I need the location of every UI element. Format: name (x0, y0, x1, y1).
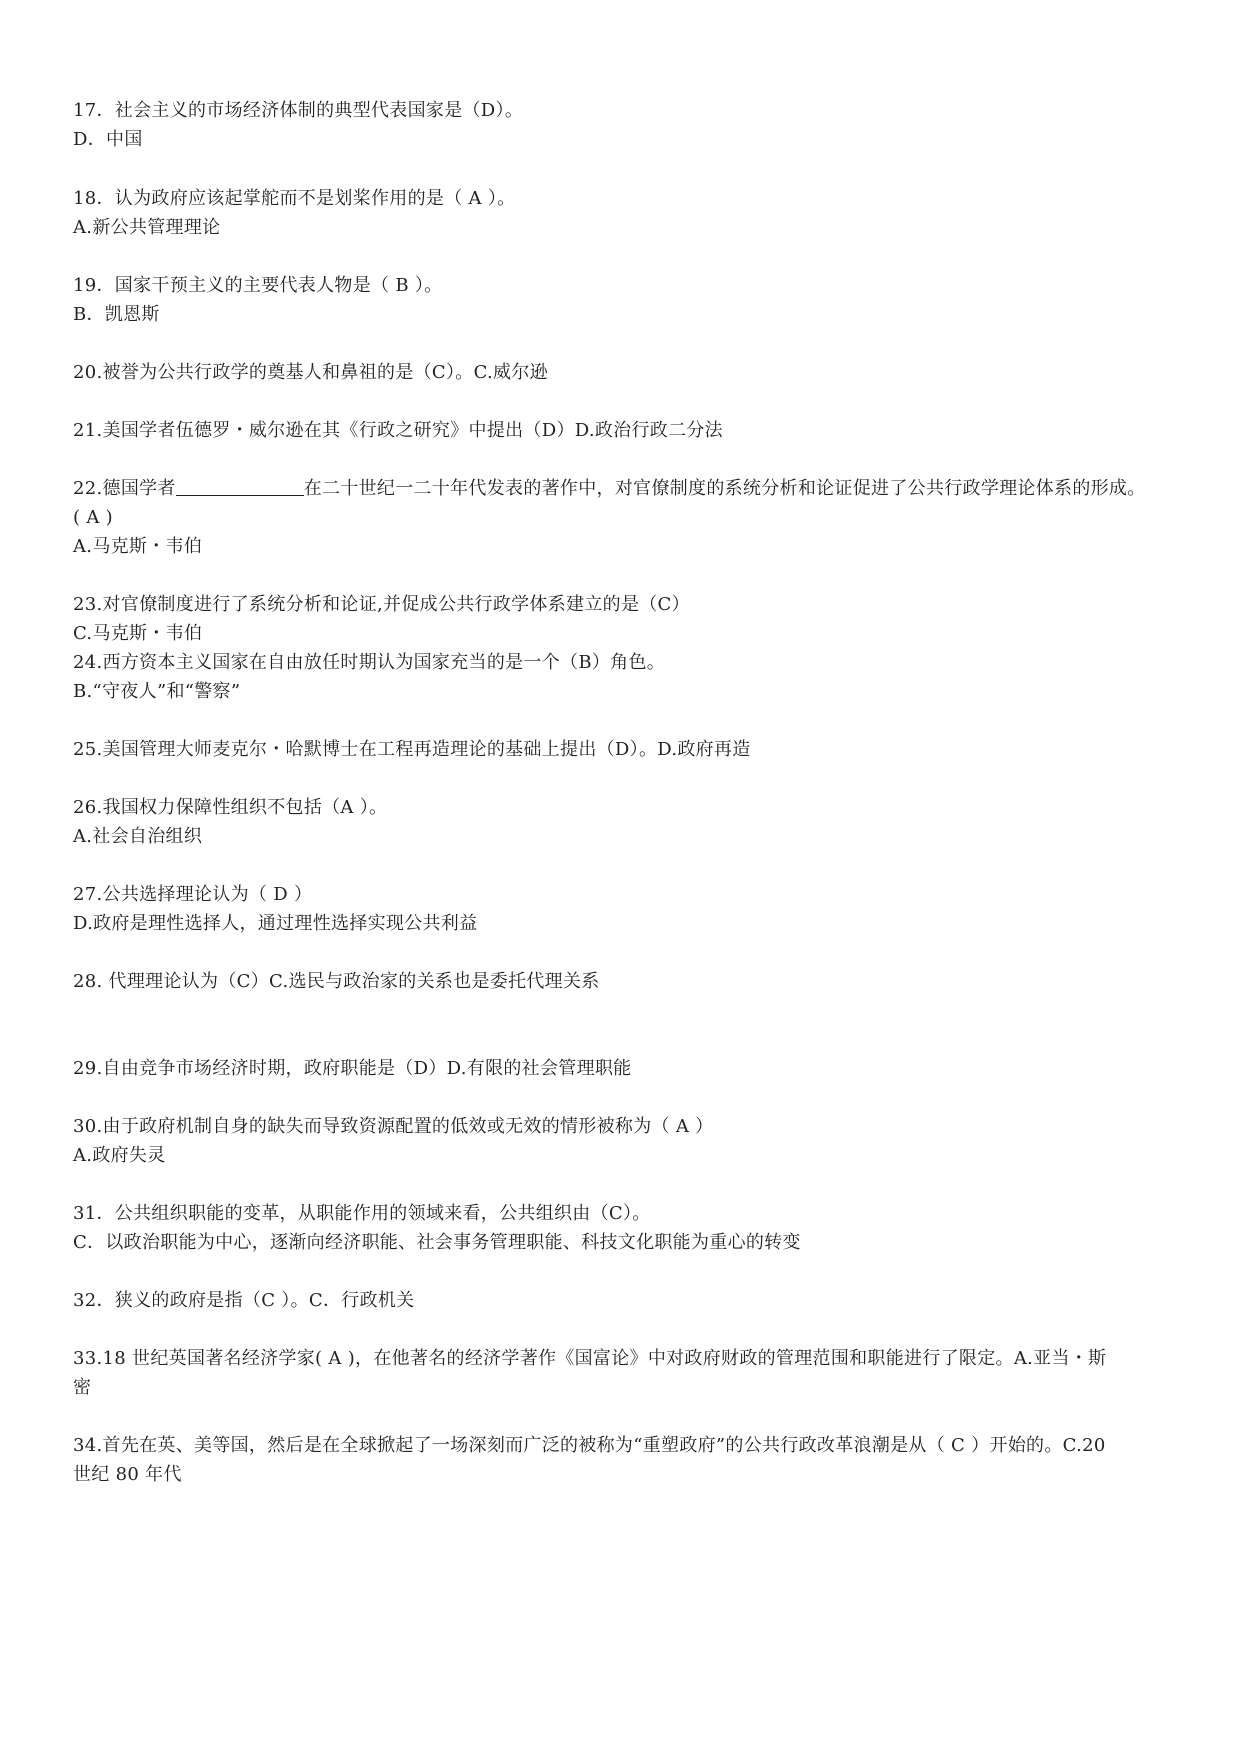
question-29: 29.自由竞争市场经济时期，政府职能是（D）D.有限的社会管理职能 (73, 1058, 632, 1079)
answer-22: A.马克斯・韦伯 (73, 536, 203, 557)
question-25: 25.美国管理大师麦克尔・哈默博士在工程再造理论的基础上提出（D）。D.政府再造 (73, 739, 751, 760)
answer-30: A.政府失灵 (73, 1145, 166, 1166)
question-33-continued: 密 (73, 1377, 92, 1398)
question-27: 27.公共选择理论认为（ D ） (73, 884, 313, 905)
question-33: 33.18 世纪英国著名经济学家( A )，在他著名的经济学著作《国富论》中对政府财政的管理范围和职能进行了限定。A.亚当・斯 (73, 1348, 1107, 1369)
question-34: 34.首先在英、美等国，然后是在全球掀起了一场深刻而广泛的被称为“重塑政府”的公共行政改革浪潮是从（ C ）开始的。C.20 (73, 1435, 1106, 1456)
question-22 (73, 476, 1146, 502)
question-21: 21.美国学者伍德罗・威尔逊在其《行政之研究》中提出（D）D.政治行政二分法 (73, 420, 723, 441)
question-31: 31．公共组织职能的变革，从职能作用的领域来看，公共组织由（C）。 (73, 1203, 651, 1224)
question-22-after: 在二十世纪一二十年代发表的著作中，对官僚制度的系统分析和论证促进了公共行政学理论体系的形成。 (303, 478, 1146, 499)
answer-31: C．以政治职能为中心，逐渐向经济职能、社会事务管理职能、科技文化职能为重心的转变 (73, 1232, 801, 1253)
answer-17: D．中国 (73, 129, 143, 150)
answer-18: A.新公共管理理论 (73, 217, 221, 238)
answer-26: A.社会自治组织 (73, 826, 203, 847)
answer-19: B．凯恩斯 (73, 304, 160, 325)
question-34-continued: 世纪 80 年代 (73, 1464, 182, 1485)
question-30: 30.由于政府机制自身的缺失而导致资源配置的低效或无效的情形被称为（ A ） (73, 1116, 714, 1137)
question-28: 28. 代理理论认为（C）C.选民与政治家的关系也是委托代理关系 (73, 971, 600, 992)
answer-27: D.政府是理性选择人，通过理性选择实现公共利益 (73, 913, 478, 934)
answer-24: B.“守夜人”和“警察” (73, 681, 241, 702)
question-17: 17．社会主义的市场经济体制的典型代表国家是（D）。 (73, 100, 524, 121)
fill-in-blank (176, 477, 304, 496)
question-22-before: 22.德国学者 (73, 478, 176, 499)
question-26: 26.我国权力保障性组织不包括（A ）。 (73, 797, 388, 818)
question-23: 23.对官僚制度进行了系统分析和论证,并促成公共行政学体系建立的是（C） (73, 594, 690, 615)
question-18: 18．认为政府应该起掌舵而不是划桨作用的是（ A ）。 (73, 188, 516, 209)
question-20: 20.被誉为公共行政学的奠基人和鼻祖的是（C）。C.威尔逊 (73, 362, 548, 383)
question-24: 24.西方资本主义国家在自由放任时期认为国家充当的是一个（B）角色。 (73, 652, 666, 673)
answer-23: C.马克斯・韦伯 (73, 623, 203, 644)
question-32: 32．狭义的政府是指（C ）。C．行政机关 (73, 1290, 415, 1311)
question-19: 19．国家干预主义的主要代表人物是（ B ）。 (73, 275, 443, 296)
question-22-continued: ( A ) (73, 507, 113, 528)
